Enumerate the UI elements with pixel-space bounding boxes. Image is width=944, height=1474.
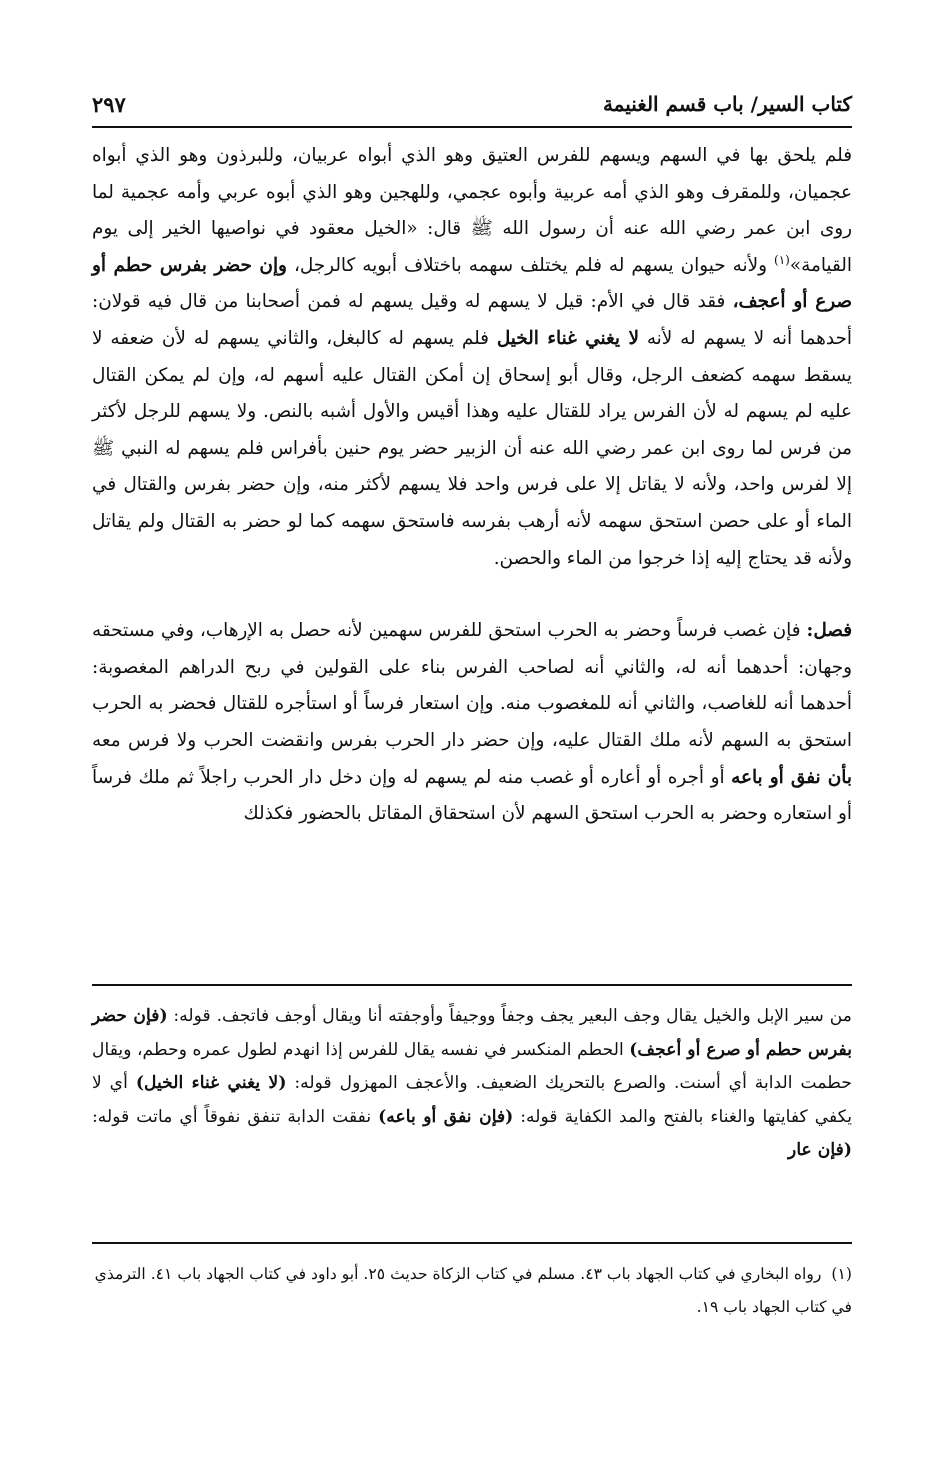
bold-text: (فإن حضر بفرس حطم أو صرع أو أعجف) xyxy=(92,1006,852,1060)
bold-text: (لا يغني غناء الخيل) xyxy=(135,1073,287,1094)
footnote xyxy=(92,1258,852,1324)
page-number: ٢٩٧ xyxy=(92,92,126,117)
commentary-paragraph xyxy=(92,1000,852,1168)
text-run: فإن غصب فرساً وحضر به الحرب استحق للفرس سهمين لأنه حصل به الإرهاب، وفي مستحقه وجهان: أحدهما أنه له، والثاني أنه لصاحب الفرس بناء على القولين في ربح الدراهم المغصوبة: أحدهما أنه للغاصب، والثاني أنه للمغصوب منه. وإن استعار فرساً أو استأجره للقتال فحضر به الحرب استحق به السهم لأنه ملك القتال عليه، وإن حضر دار الحرب بفرس وانقضت الحرب ولا فرس معه xyxy=(92,620,852,751)
footnote-rule xyxy=(92,1242,852,1244)
text-run: أو أجره أو أعاره أو غصب منه لم يسهم له وإن دخل دار الحرب راجلاً ثم ملك فرساً أو استعاره وحضر به الحرب استحق السهم لأن استحقاق المقاتل بالحضور فكذلك xyxy=(92,766,852,825)
commentary-rule xyxy=(92,984,852,986)
text-run: فلم يسهم له كالبغل، والثاني يسهم له لأن ضعفه لا يسقط سهمه كضعف الرجل، وقال أبو إسحاق إن أمكن القتال عليه أسهم له، وإن لم يمكن القتال عليه لم يسهم له لأن الفرس يراد للقتال عليه وهذا أقيس والأول أشبه بالنص. ولا يسهم للرجل لأكثر من فرس لما روى ابن عمر رضي الله عنه أن الزبير حضر يوم حنين بأفراس فلم يسهم له النبي ﷺ إلا لفرس واحد، ولأنه لا يقاتل إلا على فرس واحد فلا يسهم لأكثر منه، وإن حضر بفرس والقتال في الماء أو على حصن استحق سهمه لأنه أرهب بفرسه فاستحق سهمه كما لو حضر به القتال ولم يقاتل ولأنه قد يحتاج إليه إذا خرجوا من الماء والحصن. xyxy=(92,327,852,569)
text-run: من سير الإبل والخيل يقال وجف البعير يجف وجفاً ووجيفاً وأوجفته أنا ويقال أوجف فاتجف. قوله: xyxy=(167,1006,852,1026)
paragraph-gap xyxy=(92,577,852,613)
section-heading: فصل: xyxy=(806,620,852,642)
text-run: فقد قال في الأم: قيل لا يسهم له وقيل يسهم له فمن أصحابنا من قال فيه قولان: أحدهما أنه لا يسهم له لأنه xyxy=(92,291,852,349)
running-title: كتاب السير/ باب قسم الغنيمة xyxy=(602,92,852,116)
text-run: الحطم المنكسر في نفسه يقال للفرس إذا انهدم لطول عمره وحطم، ويقال حطمت الدابة أي أسنت. والصرع بالتحريك الضعيف. والأعجف المهزول قوله: xyxy=(92,1039,852,1094)
commentary xyxy=(92,1000,852,1168)
bold-text: (فإن عار xyxy=(788,1140,852,1161)
bold-text: لا يغني غناء الخيل xyxy=(496,327,639,349)
paragraph xyxy=(92,613,852,833)
running-header xyxy=(92,92,852,128)
book-page xyxy=(92,78,852,1438)
bold-text: وإن حضر بفرس حطم أو صرع أو أعجف، xyxy=(92,254,852,313)
main-text xyxy=(92,138,852,833)
text-run: ولأنه حيوان يسهم له فلم يختلف سهمه باختلاف أبويه كالرجل، xyxy=(286,254,775,276)
text-run: أي لا يكفي كفايتها والغناء بالفتح والمد الكفاية قوله: xyxy=(92,1073,852,1127)
paragraph xyxy=(92,138,852,577)
bold-text: بأن نفق أو باعه xyxy=(731,766,852,788)
bold-text: (فإن نفق أو باعه) xyxy=(378,1106,514,1127)
header-rule xyxy=(92,126,852,128)
footnote-reference[interactable]: (١) xyxy=(774,252,790,267)
footnotes xyxy=(92,1258,852,1324)
text-run: فلم يلحق بها في السهم ويسهم للفرس العتيق وهو الذي أبواه عربيان، وللبرذون وهو الذي أبواه عجميان، وللمقرف وهو الذي أمه عربية وأبوه عجمي، وللهجين وهو الذي أبوه عربي وأمه عجمية لما روى ابن عمر رضي الله عنه أن رسول الله ﷺ قال: «الخيل معقود في نواصيها الخير إلى يوم القيامة» xyxy=(92,145,852,276)
text-run: نفقت الدابة تنفق نفوقاً أي ماتت قوله: xyxy=(92,1106,379,1127)
footnote-text: رواه البخاري في كتاب الجهاد باب ٤٣. مسلم في كتاب الزكاة حديث ٢٥. أبو داود في كتاب الجهاد باب ٤١. الترمذي في كتاب الجهاد باب ١٩. xyxy=(94,1265,852,1316)
footnote-mark: (١) xyxy=(831,1265,852,1283)
